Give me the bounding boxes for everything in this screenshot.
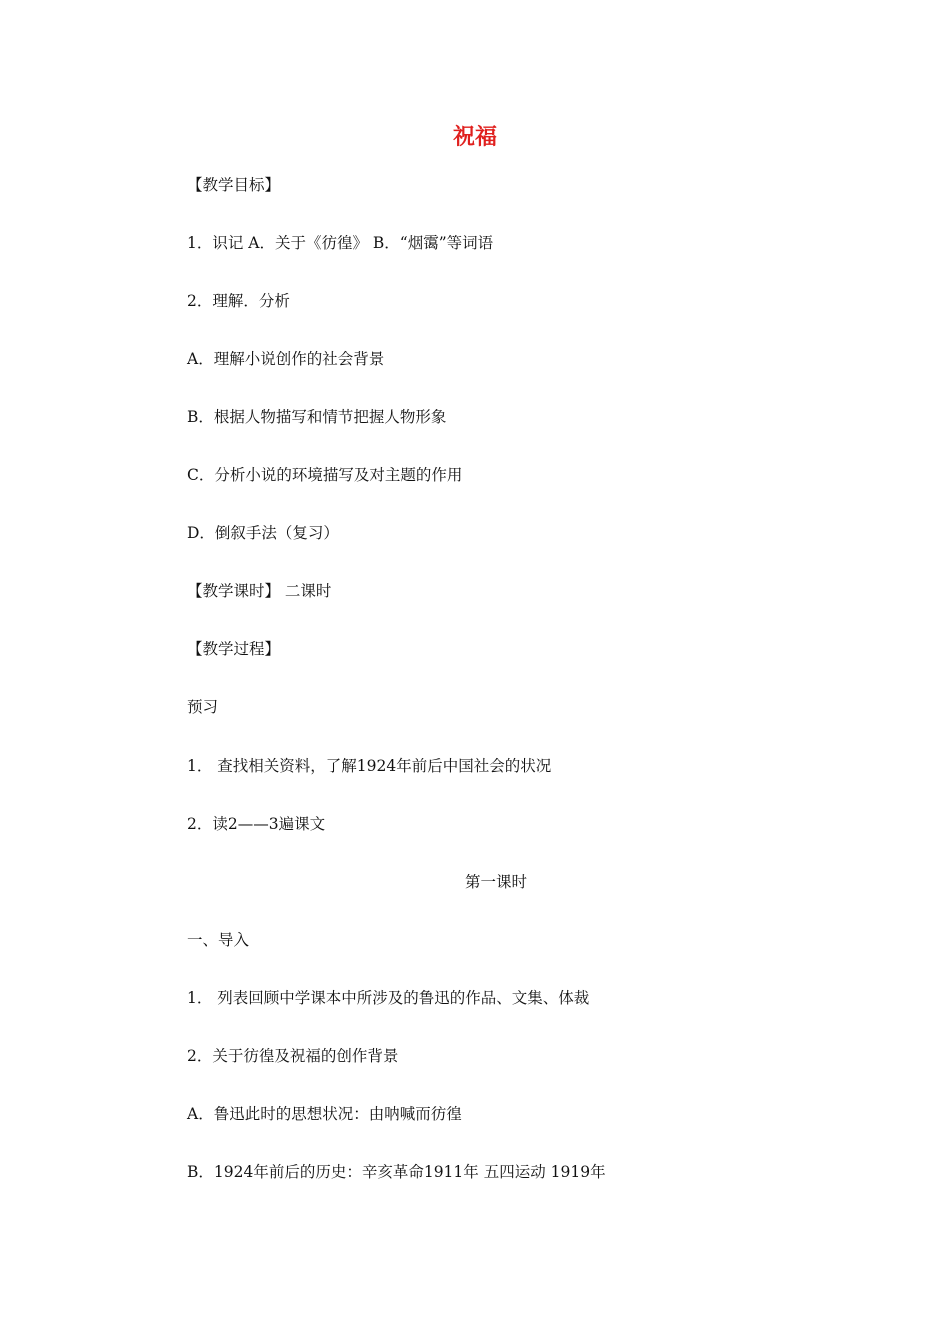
intro-heading: 一、导入 bbox=[187, 931, 250, 949]
objective-item-c: C．分析小说的环境描写及对主题的作用 bbox=[187, 466, 463, 484]
preview-item-1: 1． 查找相关资料，了解1924年前后中国社会的状况 bbox=[187, 757, 552, 775]
preview-label: 预习 bbox=[187, 698, 219, 716]
objective-item-2: 2．理解．分析 bbox=[187, 292, 290, 310]
preview-item-2: 2．读2——3遍课文 bbox=[187, 815, 326, 833]
objective-item-d: D．倒叙手法（复习） bbox=[187, 524, 339, 542]
heading-teaching-objectives: 【教学目标】 bbox=[187, 176, 281, 194]
heading-class-hours: 【教学课时】 二课时 bbox=[187, 582, 332, 600]
objective-item-b: B．根据人物描写和情节把握人物形象 bbox=[187, 408, 447, 426]
objective-item-a: A．理解小说创作的社会背景 bbox=[187, 350, 385, 368]
intro-item-a: A．鲁迅此时的思想状况：由呐喊而彷徨 bbox=[187, 1105, 462, 1123]
heading-teaching-process: 【教学过程】 bbox=[187, 640, 281, 658]
objective-item-1: 1．识记 A．关于《彷徨》 B．“烟霭”等词语 bbox=[187, 234, 494, 252]
document-title: 祝福 bbox=[452, 124, 497, 150]
section-first-lesson: 第一课时 bbox=[464, 873, 527, 891]
intro-item-b: B．1924年前后的历史：辛亥革命1911年 五四运动 1919年 bbox=[187, 1163, 606, 1181]
intro-item-1: 1． 列表回顾中学课本中所涉及的鲁迅的作品、文集、体裁 bbox=[187, 989, 590, 1007]
intro-item-2: 2．关于彷徨及祝福的创作背景 bbox=[187, 1047, 399, 1065]
